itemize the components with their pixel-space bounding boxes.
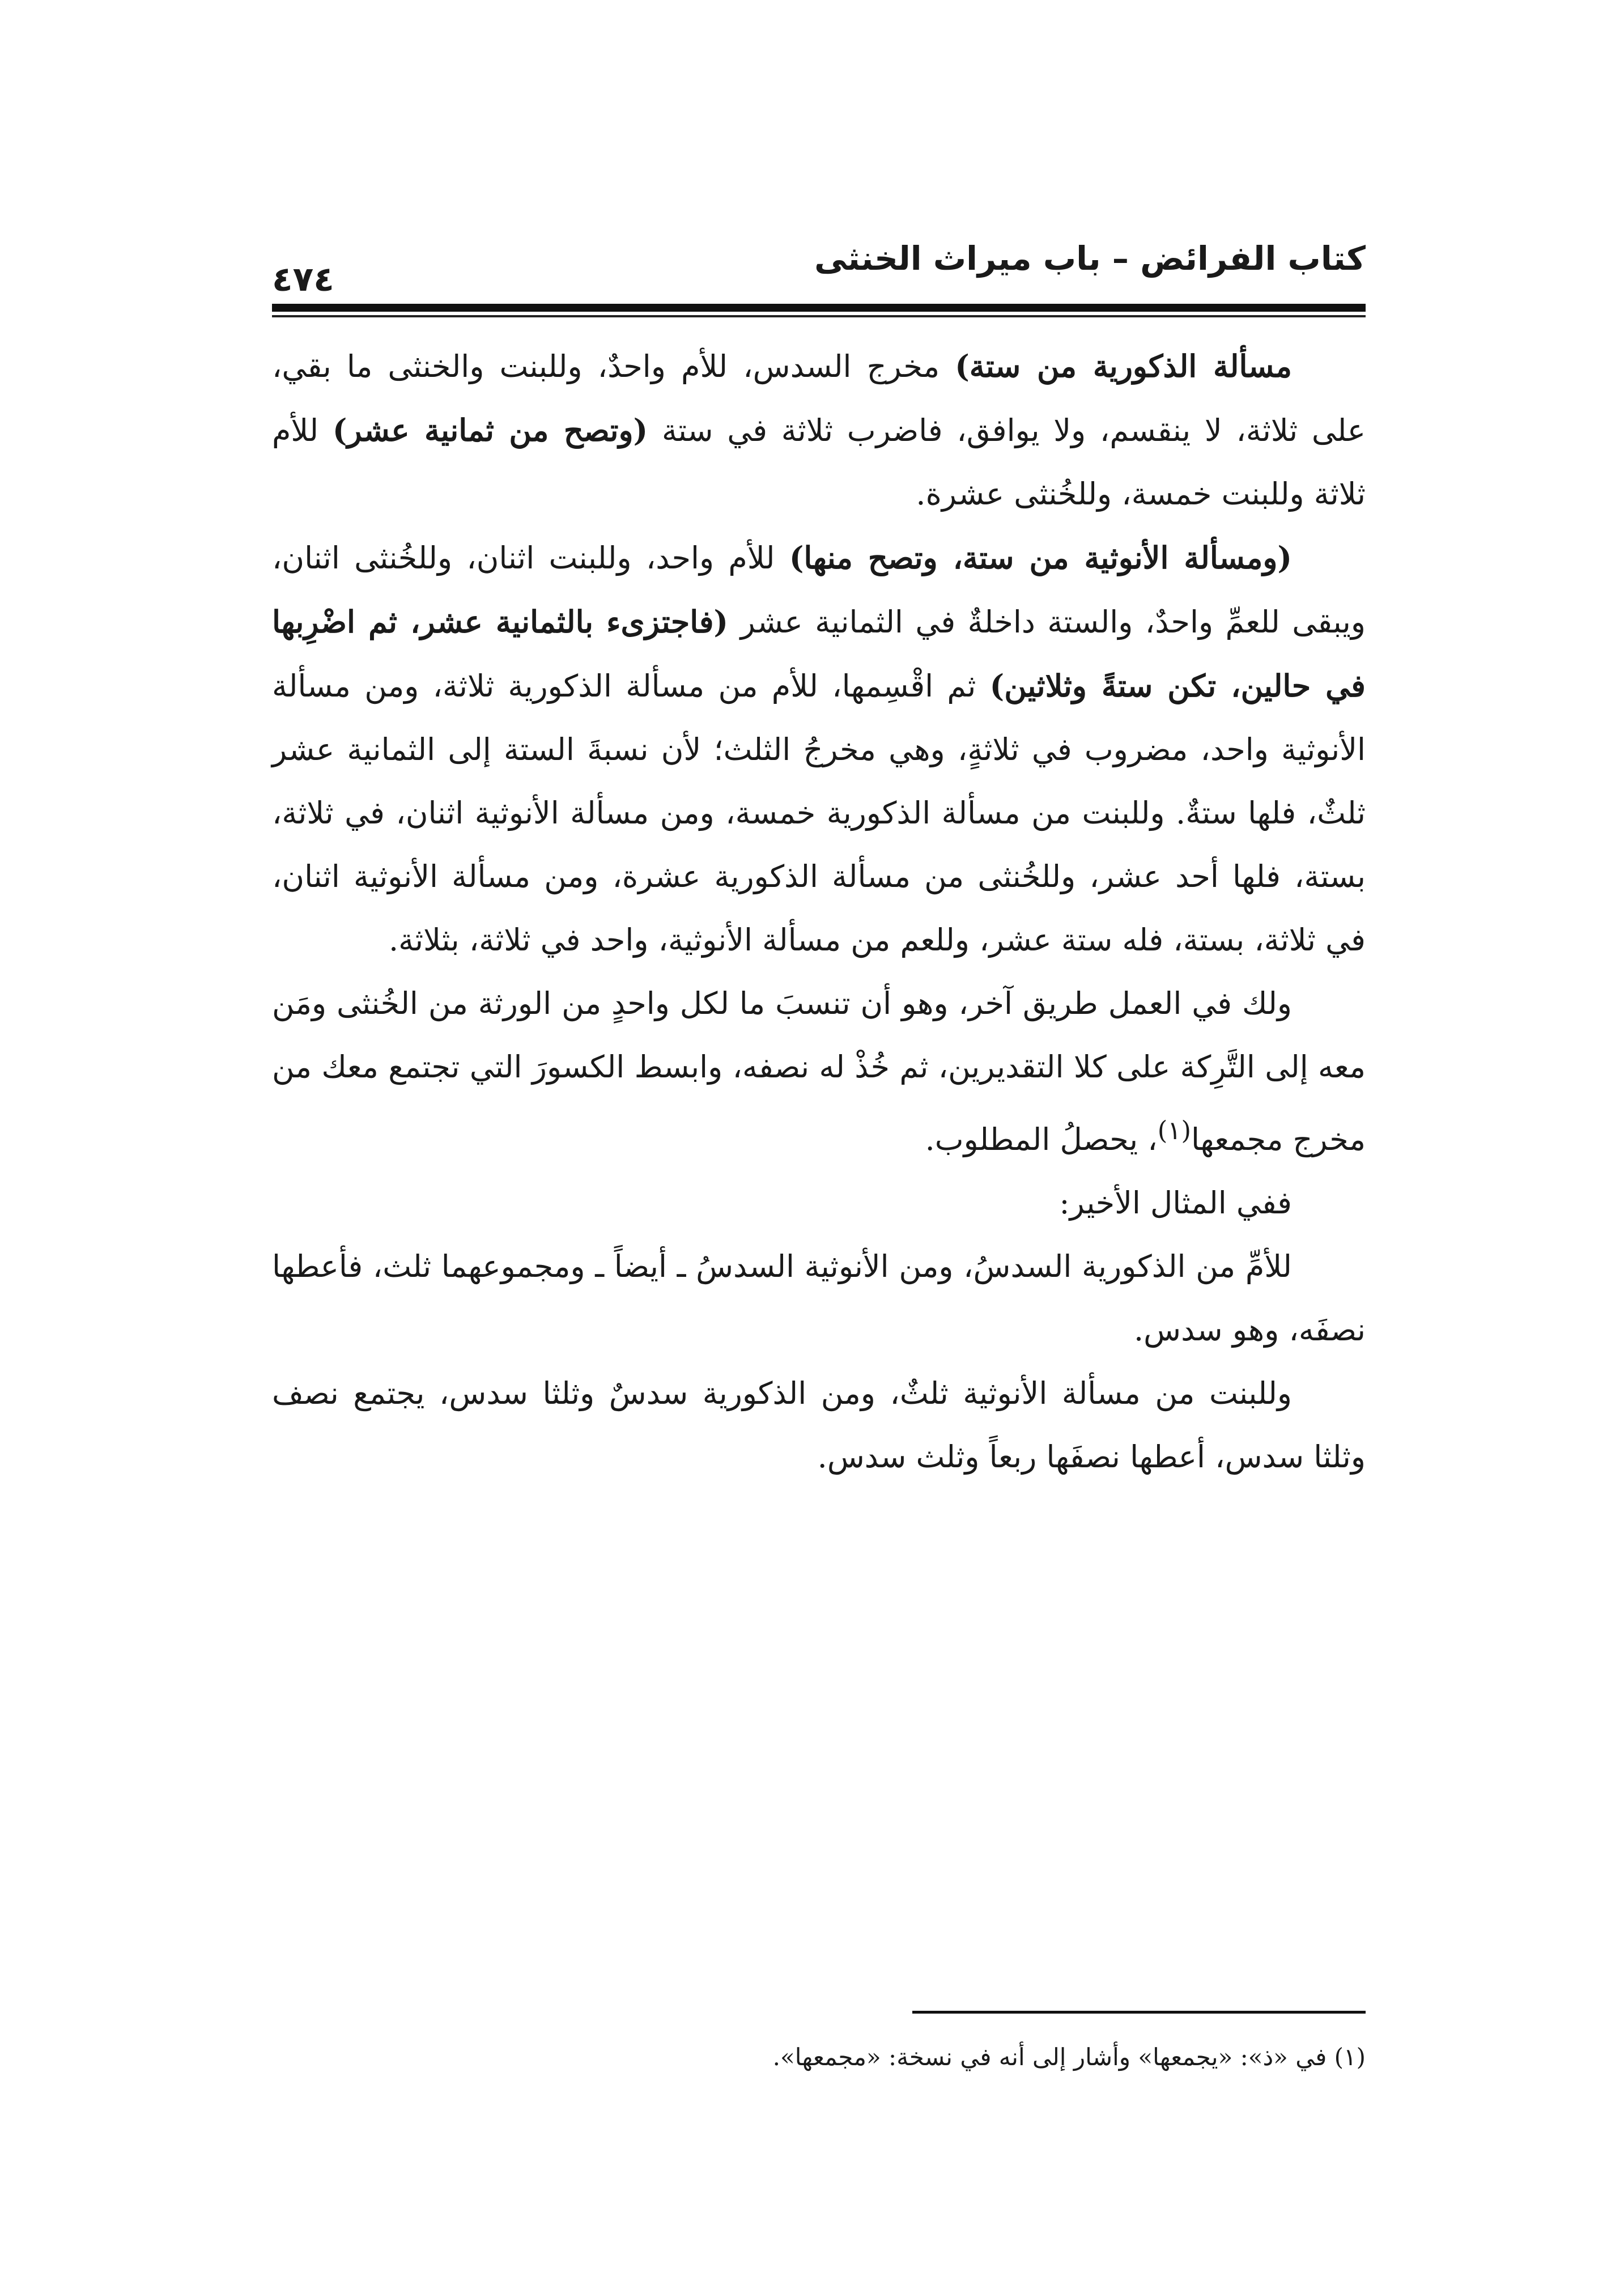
matn-text: (فاجتزىء بالثمانية عشر، ثم اضْرِبها في حالين، تكن ستةً وثلاثين): [272, 604, 1366, 704]
paragraph-1: [272, 334, 1366, 526]
footnote-separator: [912, 2011, 1366, 2014]
header-rule-thick: [272, 304, 1366, 312]
commentary-text: مخرج السدس، للأم واحدٌ، وللبنت والخنثى ما بقي، على ثلاثة، لا ينقسم، ولا يوافق، فاضرب ثلاثة في ستة: [272, 349, 1366, 448]
matn-text: (وتصح من ثمانية عشر): [332, 412, 648, 448]
page-header: [272, 232, 1366, 306]
paragraph-2: [272, 526, 1366, 972]
paragraph-3: [272, 972, 1366, 1171]
main-text: [272, 334, 1366, 1489]
page-number: ٤٧٤: [272, 260, 334, 299]
commentary-text: ، يحصلُ المطلوب.: [925, 1122, 1158, 1157]
footnote-reference[interactable]: (١): [1157, 1115, 1191, 1145]
footnote: (١) في «ذ»: «يجمعها» وأشار إلى أنه في نسخة: «مجمعها».: [772, 2043, 1366, 2071]
commentary-text: ثم اقْسِمها، للأم من مسألة الذكورية ثلاثة، ومن مسألة الأنوثية واحد، مضروب في ثلاثةٍ، وهي مخرجُ الثلث؛ لأن نسبةَ الستة إلى الثمانية عشر ثلثٌ، فلها ستةٌ. وللبنت من مسألة الذكورية خمسة، ومن مسألة الأنوثية اثنان، في ثلاثة، بستة، فلها أحد عشر، وللخُنثى من مسألة الذكورية عشرة، ومن مسألة الأنوثية اثنان، في ثلاثة، بستة، فله ستة عشر، وللعم من مسألة الأنوثية، واحد في ثلاثة، بثلاثة.: [272, 668, 1366, 958]
commentary-text: ولك في العمل طريق آخر، وهو أن تنسبَ ما لكل واحدٍ من الورثة من الخُنثى ومَن معه إلى التَّرِكة على كلا التقديرين، ثم خُذْ له نصفه، وابسط الكسورَ التي تجتمع معك من مخرج مجمعها: [272, 986, 1366, 1157]
matn-text: (ومسألة الأنوثية من ستة، وتصح منها): [789, 540, 1292, 576]
matn-text: مسألة الذكورية من ستة): [955, 348, 1293, 384]
paragraph-4: ففي المثال الأخير:: [1059, 1185, 1292, 1221]
paragraph-6: وللبنت من مسألة الأنوثية ثلثٌ، ومن الذكورية سدسٌ وثلثا سدس، يجتمع نصف وثلثا سدس، أعطها نصفَها ربعاً وثلث سدس.: [272, 1375, 1366, 1475]
commentary-text: للأم واحد، وللبنت اثنان، وللخُنثى اثنان، ويبقى للعمِّ واحدٌ، والستة داخلةٌ في الثمانية عشر: [272, 540, 1366, 640]
header-rule-thin: [272, 315, 1366, 317]
commentary-text: للأم ثلاثة وللبنت خمسة، وللخُنثى عشرة.: [272, 413, 1366, 512]
paragraph-5: للأمِّ من الذكورية السدسُ، ومن الأنوثية السدسُ ـ أيضاً ـ ومجموعهما ثلث، فأعطها نصفَه، وهو سدس.: [272, 1249, 1366, 1348]
running-title: كتاب الفرائض – باب ميراث الخنثى: [814, 239, 1366, 278]
